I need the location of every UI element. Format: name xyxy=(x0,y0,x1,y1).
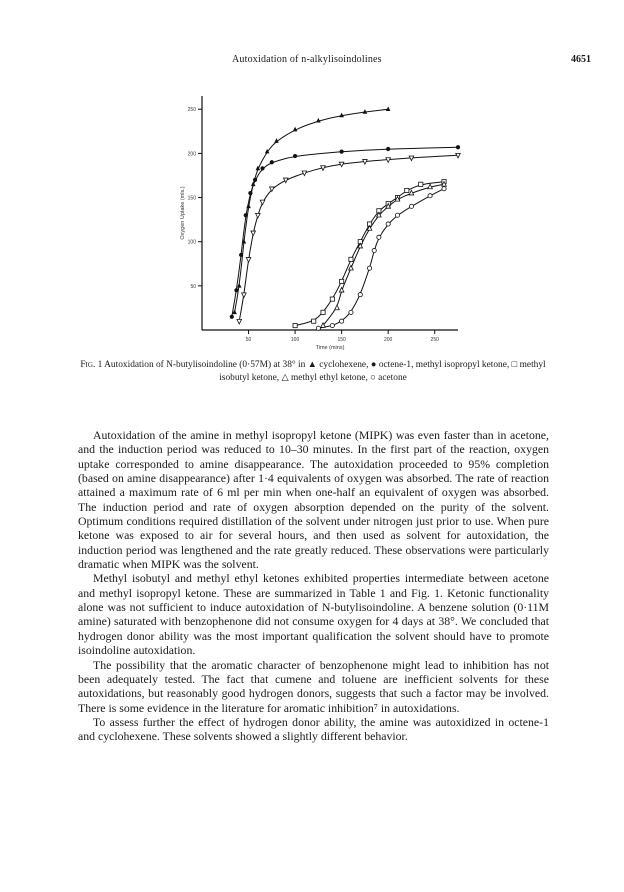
data-point xyxy=(242,293,247,298)
data-point xyxy=(246,258,251,263)
data-point xyxy=(377,235,381,239)
caption-text-a: Autoxidation of N-butylisoindoline (0·57M) at 38° in xyxy=(104,360,306,370)
series-line xyxy=(232,147,458,317)
x-tick-label: 150 xyxy=(337,337,346,343)
page-number: 4651 xyxy=(571,54,591,65)
chart-curves xyxy=(232,109,458,328)
data-point xyxy=(419,182,423,186)
data-point xyxy=(349,265,354,270)
data-point xyxy=(230,315,234,319)
data-point xyxy=(312,319,316,323)
data-point xyxy=(237,319,242,324)
data-point xyxy=(428,194,432,198)
oxygen-uptake-chart xyxy=(175,92,465,354)
data-point xyxy=(456,145,460,149)
filled-circle-icon: ● xyxy=(370,360,377,370)
paragraph: Autoxidation of the amine in methyl isopropyl ketone (MIPK) was even faster than in acetone, and the induction period was reduced to 10–30 minutes. In the first part of the reaction, oxygen uptake corresponded to amine disappearance. The autoxidation proceeded to 95% completion (based on amine disappearance) after 1·4 equivalents of oxygen was absorbed. The rate of reaction attained a maximum rate of 6 ml per min when one-half an equivalent of oxygen was absorbed. The induction period and rate of oxygen absorption depended on the purity of the solvent. Optimum conditions required distillation of the solvent under nitrogen just prior to use. When pure ketone was exposed to air for several hours, and then used as solvent for autoxidation, the induction period was lengthened and the rate greatly reduced. These observations were particularly dramatic when MIPK was the solvent. xyxy=(78,428,549,572)
data-point xyxy=(330,323,334,327)
caption-text-c: octene-1, methyl isopropyl ketone, xyxy=(378,360,510,370)
data-point xyxy=(349,310,353,314)
data-point xyxy=(239,253,243,257)
data-point xyxy=(367,266,371,270)
open-circle-icon: ○ xyxy=(370,373,376,383)
y-tick-label: 200 xyxy=(187,151,196,158)
data-point xyxy=(293,154,297,158)
x-axis-label: Time (mins) xyxy=(315,345,345,351)
data-point xyxy=(442,187,446,191)
data-point xyxy=(405,188,409,192)
paragraph: Methyl isobutyl and methyl ethyl ketones exhibited properties intermediate between acetone and methyl isopropyl ketone. These are summarized in Table 1 and Fig. 1. Ketonic functionality alone was not sufficient to induce autoxidation of N-butylisoindoline. A benzene solution (0·11M amine) saturated with benzophenone did not consume oxygen for 4 days at 38°. We concluded that hydrogen donor ability was the most important qualification the solvent should have to promote isoindoline autoxidation. xyxy=(78,571,549,658)
y-tick-label: 50 xyxy=(190,283,196,290)
data-point xyxy=(260,166,264,170)
data-point xyxy=(330,297,334,301)
data-point xyxy=(395,213,399,217)
data-point xyxy=(335,305,340,310)
series-line xyxy=(295,182,444,326)
data-point xyxy=(270,160,274,164)
series-line xyxy=(239,155,458,321)
y-tick-label: 150 xyxy=(187,195,196,202)
x-tick-label: 50 xyxy=(245,337,252,343)
data-point xyxy=(386,147,390,151)
caption-text-f: acetone xyxy=(378,373,407,383)
data-point xyxy=(246,204,251,209)
data-point xyxy=(358,293,362,297)
data-point xyxy=(293,323,297,327)
open-triangle-icon: △ xyxy=(281,373,289,383)
data-point xyxy=(260,200,265,205)
y-tick-label: 100 xyxy=(187,239,196,246)
data-point xyxy=(256,213,261,218)
figure-label: Fig. 1 xyxy=(80,360,103,370)
data-point xyxy=(386,222,390,226)
data-point xyxy=(283,178,288,183)
data-point xyxy=(244,213,248,217)
paragraph: To assess further the effect of hydrogen donor ability, the amine was autoxidized in octene-1 and cyclohexene. These solvents showed a slightly different behavior. xyxy=(78,714,549,744)
data-point xyxy=(349,257,353,261)
data-point xyxy=(253,178,257,182)
x-tick-label: 200 xyxy=(384,337,393,343)
chart-axes xyxy=(202,96,458,330)
y-tick-label: 250 xyxy=(187,107,196,114)
series-line xyxy=(323,184,444,325)
x-tick-label: 100 xyxy=(290,337,300,343)
data-point xyxy=(234,288,238,292)
caption-text-b: cyclohexene, xyxy=(319,360,369,370)
caption-text-d: methyl isobutyl ketone, xyxy=(219,360,546,383)
data-point xyxy=(372,248,376,252)
data-point xyxy=(340,150,344,154)
data-point xyxy=(409,204,413,208)
data-point xyxy=(248,191,252,195)
data-point xyxy=(340,279,344,283)
data-point xyxy=(321,310,325,314)
figure-caption xyxy=(78,359,548,385)
data-point xyxy=(386,106,391,111)
x-tick-label: 250 xyxy=(430,337,439,343)
data-point xyxy=(340,319,344,323)
caption-text-e: methyl ethyl ketone, xyxy=(291,373,368,383)
data-point xyxy=(251,231,256,236)
running-title: Autoxidation of n-alkylisoindolines xyxy=(232,54,382,65)
article-body xyxy=(78,428,549,744)
chart-ticks xyxy=(188,107,439,343)
open-square-icon: □ xyxy=(511,360,518,370)
paragraph: The possibility that the aromatic character of benzophenone might lead to inhibition has not been adequately tested. The fact that cumene and toluene are inefficient solvents for these autoxidations, but reasonably good hydrogen donors, suggests that such a factor may be involved. There is some evidence in the literature for aromatic inhibition⁷ in autoxidations. xyxy=(78,657,549,715)
filled-triangle-icon: ▲ xyxy=(307,360,317,370)
data-point xyxy=(316,326,320,330)
chart-markers xyxy=(230,106,461,330)
y-axis-label: Oxygen Uptake (mls.) xyxy=(180,186,186,240)
